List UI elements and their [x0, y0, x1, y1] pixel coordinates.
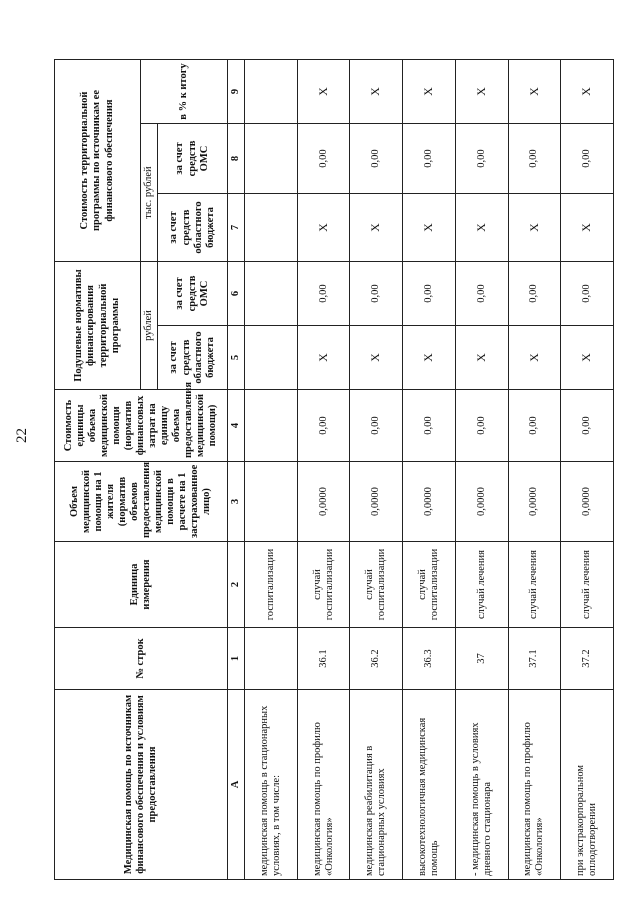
table-cell-unit: случай госпитализации: [403, 542, 456, 628]
header-col-6: за счет средств ОМС: [158, 262, 228, 326]
table-cell-c4: 0,00: [561, 390, 614, 462]
table-cell-num: 36.3: [403, 628, 456, 690]
table-cell-c7: Х: [350, 194, 403, 262]
table-cell-name: при экстракорпоральном оплодотворении: [561, 690, 614, 880]
table-cell-c3: 0,0000: [297, 462, 350, 542]
table-cell-c5: Х: [350, 326, 403, 390]
header-col-8: за счет средств ОМС: [158, 124, 228, 194]
table-cell-c3: 0,0000: [455, 462, 508, 542]
table-cell-c7: Х: [561, 194, 614, 262]
header-col-a: Медицинская помощь по источникам финансового обеспечения и условиям предоставления: [55, 690, 228, 880]
header-group-cost: Стоимость территориальной программы по источникам ее финансового обеспечения: [55, 60, 141, 262]
table-cell-c3: 0,0000: [508, 462, 561, 542]
table-cell-c4: [245, 390, 298, 462]
table-cell-c4: 0,00: [350, 390, 403, 462]
table-cell-c3: 0,0000: [403, 462, 456, 542]
table-cell-c3: 0,0000: [561, 462, 614, 542]
column-number: 5: [228, 326, 245, 390]
table-row: [508, 60, 561, 880]
table-cell-c5: [245, 326, 298, 390]
header-col-5: за счет средств областного бюджета: [158, 326, 228, 390]
table-cell-name: медицинская помощь по профилю «Онкология»: [508, 690, 561, 880]
table-cell-c4: 0,00: [455, 390, 508, 462]
table-cell-c5: Х: [403, 326, 456, 390]
table-cell-c7: Х: [297, 194, 350, 262]
table-cell-c3: [245, 462, 298, 542]
header-col-3: Объем медицинской помощи на 1 жителя (норматив объемов предоставления медицинской помощи в расчете на 1 застрахованное лицо): [55, 462, 228, 542]
table-cell-c6: 0,00: [403, 262, 456, 326]
header-col-4: Стоимость единицы объема медицинской помощи (норматив финансовых затрат на единицу объема предоставления медицинской помощи): [55, 390, 228, 462]
table-cell-name: медицинская реабилитация в стационарных условиях: [350, 690, 403, 880]
table-cell-unit: случай лечения: [561, 542, 614, 628]
header-group-norm: Подушевые нормативы финансирования территориальной программы: [55, 262, 141, 390]
table-cell-c5: Х: [455, 326, 508, 390]
table-row: [403, 60, 456, 880]
table-cell-c9: Х: [297, 60, 350, 124]
data-table-sheet: [54, 60, 614, 880]
table-cell-c8: 0,00: [403, 124, 456, 194]
table-cell-unit: случай госпитализации: [297, 542, 350, 628]
table-cell-c9: Х: [561, 60, 614, 124]
header-col-7: за счет средств областного бюджета: [158, 194, 228, 262]
table-cell-c6: 0,00: [508, 262, 561, 326]
table-cell-c8: 0,00: [508, 124, 561, 194]
header-col-2: Единица измерения: [55, 542, 228, 628]
column-number: 6: [228, 262, 245, 326]
table-cell-unit: случай лечения: [508, 542, 561, 628]
table-row: [245, 60, 298, 880]
table-cell-name: - медицинская помощь в условиях дневного стационара: [455, 690, 508, 880]
table-cell-c8: 0,00: [455, 124, 508, 194]
table-cell-unit: госпитализации: [245, 542, 298, 628]
table-cell-num: 36.2: [350, 628, 403, 690]
table-row: [297, 60, 350, 880]
table-cell-name: медицинская помощь по профилю «Онкология»: [297, 690, 350, 880]
table-cell-c4: 0,00: [508, 390, 561, 462]
table-cell-c5: Х: [297, 326, 350, 390]
table-cell-c3: 0,0000: [350, 462, 403, 542]
table-cell-c7: Х: [508, 194, 561, 262]
table-cell-unit: случай госпитализации: [350, 542, 403, 628]
table-cell-c7: Х: [455, 194, 508, 262]
financing-table: [54, 59, 614, 880]
table-cell-c6: 0,00: [297, 262, 350, 326]
table-cell-name: медицинская помощь в стационарных условиях, в том числе:: [245, 690, 298, 880]
table-cell-c8: 0,00: [350, 124, 403, 194]
table-cell-c6: 0,00: [561, 262, 614, 326]
table-row: [561, 60, 614, 880]
header-norm-unit: рублей: [141, 262, 158, 390]
table-cell-c6: 0,00: [350, 262, 403, 326]
column-number: 1: [228, 628, 245, 690]
table-cell-unit: случай лечения: [455, 542, 508, 628]
table-row: [455, 60, 508, 880]
table-cell-c9: [245, 60, 298, 124]
table-cell-c5: Х: [508, 326, 561, 390]
header-col-1: № строк: [55, 628, 228, 690]
table-cell-c4: 0,00: [403, 390, 456, 462]
table-cell-c9: Х: [350, 60, 403, 124]
table-cell-num: 37: [455, 628, 508, 690]
table-cell-c6: 0,00: [455, 262, 508, 326]
column-number: 7: [228, 194, 245, 262]
column-number: 8: [228, 124, 245, 194]
page-number: 22: [14, 428, 30, 443]
table-cell-c6: [245, 262, 298, 326]
header-col-9: в % к итогу: [141, 60, 228, 124]
column-number: 4: [228, 390, 245, 462]
table-cell-num: [245, 628, 298, 690]
table-cell-c8: [245, 124, 298, 194]
column-number: 3: [228, 462, 245, 542]
column-number: 2: [228, 542, 245, 628]
table-cell-c4: 0,00: [297, 390, 350, 462]
table-cell-num: 36.1: [297, 628, 350, 690]
table-cell-c9: Х: [403, 60, 456, 124]
table-cell-c8: 0,00: [561, 124, 614, 194]
table-cell-name: высокотехнологичная медицинская помощь: [403, 690, 456, 880]
table-cell-num: 37.2: [561, 628, 614, 690]
table-cell-c7: [245, 194, 298, 262]
table-cell-c8: 0,00: [297, 124, 350, 194]
column-number: 9: [228, 60, 245, 124]
table-cell-c5: Х: [561, 326, 614, 390]
table-cell-c9: Х: [455, 60, 508, 124]
table-cell-c9: Х: [508, 60, 561, 124]
column-number-row: [228, 60, 245, 880]
table-row: [350, 60, 403, 880]
column-number: А: [228, 690, 245, 880]
table-cell-num: 37.1: [508, 628, 561, 690]
header-cost-unit: тыс. рублей: [141, 124, 158, 262]
table-cell-c7: Х: [403, 194, 456, 262]
